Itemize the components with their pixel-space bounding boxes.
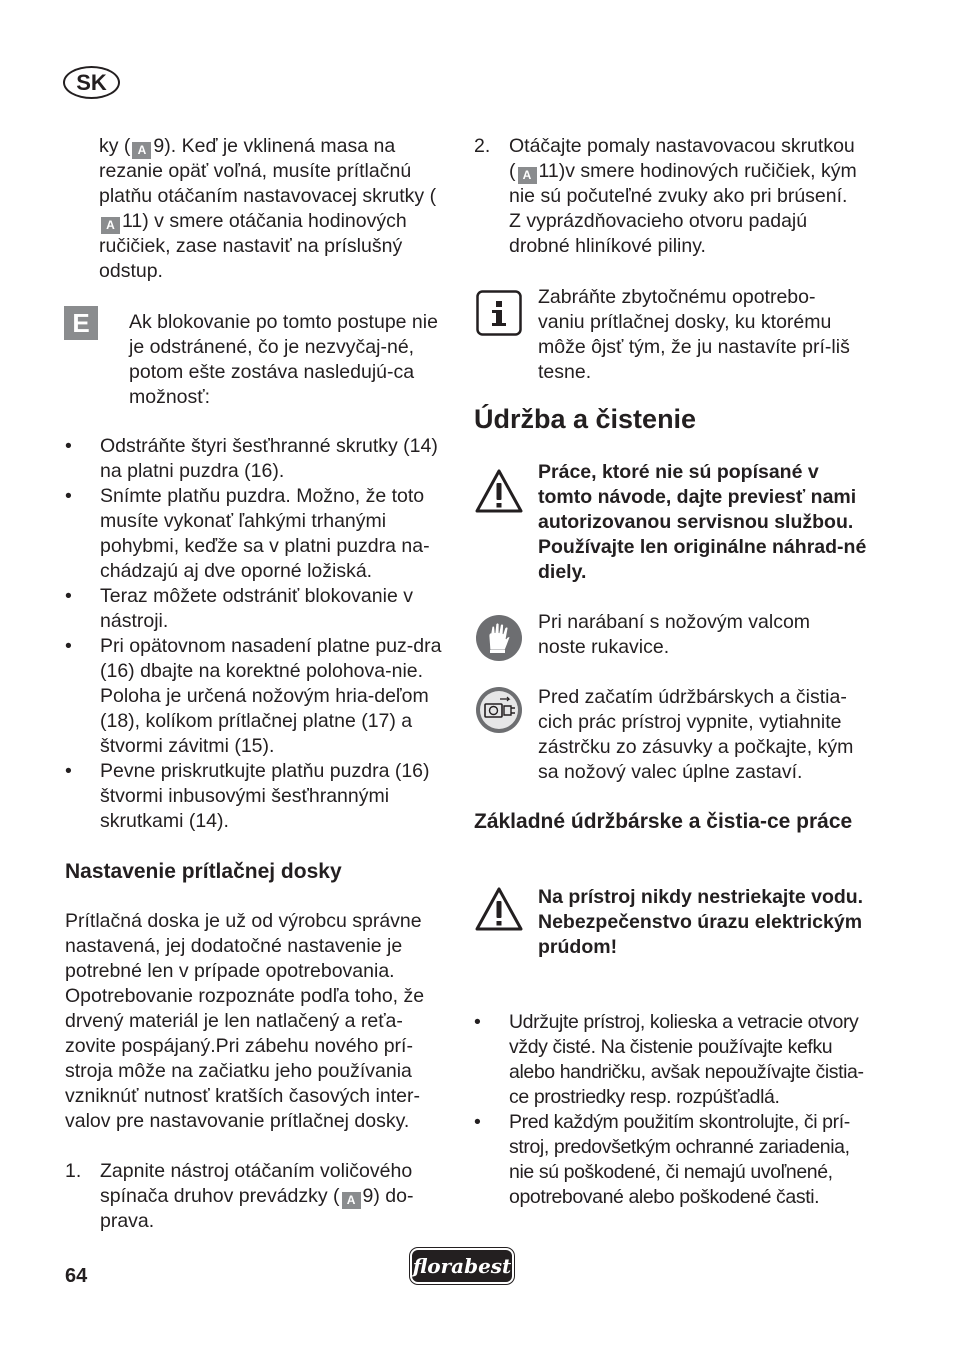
bullet-marker: •: [65, 585, 72, 607]
list-item-text: Teraz môžete odstrániť blokovanie v nástroji.: [100, 585, 413, 632]
bullet-marker: •: [65, 635, 72, 657]
list-item-text: Udržujte prístroj, kolieska a vetracie otvory vždy čisté. Na čistenie používajte kefku alebo handričku, avšak nepoužívajte čistia-ce prostriedky resp. rozpúšťadlá.: [509, 1011, 864, 1108]
pressure-plate-paragraph: Prítlačná doska je už od výrobcu správne nastavená, jej dodatočné nastavenie je potrebné len v prípade opotrebovania. Opotrebovanie rozpoznáte podľa toho, že drvený materiál je len natlačený a reťa-zovite pospájaný.Pri zábehu nového prí-stroja môže na začiatku jeho používania vzniknúť nutnosť kratších časových inter-valov pre nastavovanie prítlačnej dosky.: [65, 910, 425, 1132]
warning-text-service: Práce, ktoré nie sú popísané v tomto návode, dajte previesť nami autorizovanou servisnou službou. Používajte len originálne náhrad-né diely.: [538, 461, 867, 583]
step-number: 2.: [474, 135, 491, 157]
florabest-logo: florabest: [410, 1248, 514, 1284]
bullet-marker: •: [65, 760, 72, 782]
step-text-2: 9) do-prava.: [100, 1185, 414, 1232]
unplug-icon: [475, 686, 523, 734]
figure-label-e: E: [64, 306, 98, 340]
list-item-text: Pred každým použitím skontrolujte, či prí-stroj, predovšetkým ochranné zariadenia, nie sú poškodené, či nemajú uvoľnené, opotrebované alebo poškodené časti.: [509, 1111, 850, 1208]
step-list-left: [65, 1159, 449, 1234]
step-text-1: Zapnite nástroj otáčaním voličového spínača druhov prevádzky (: [100, 1160, 413, 1207]
intro-text-2: 9). Keď je vklinená masa na rezanie opäť voľná, musíte prítlačnú platňu otáčaním nastavovacej skrutky (: [99, 135, 437, 207]
info-note-text: Zabráňte zbytočnému opotrebo-vaniu prítlačnej dosky, ku ktorému môže ôjsť tým, že ju nastavíte prí-liš tesne.: [538, 286, 850, 383]
list-item: [474, 1110, 864, 1210]
gloves-icon: [475, 614, 523, 662]
figure-ref-a: A: [132, 142, 151, 159]
step-list-right: [474, 134, 858, 259]
intro-paragraph: [99, 134, 451, 284]
heading-maintenance: Údržba a čistenie: [474, 404, 697, 434]
list-item: [65, 759, 451, 834]
bullet-marker: •: [65, 435, 72, 457]
info-icon: [476, 290, 522, 336]
bullet-marker: •: [474, 1111, 481, 1133]
gloves-note-text: Pri narábaní s nožovým valcom noste rukavice.: [538, 611, 811, 658]
figure-ref-a: A: [342, 1192, 361, 1209]
warning-water: [538, 885, 868, 960]
intro-text-1: ky (: [99, 135, 131, 157]
list-item-text: Pri opätovnom nasadení platne puz-dra (16) dbajte na korektné polohova-nie. Poloha je určená nožovým hria-deľom (18), kolíkom prítlačnej platne (17) a štvormi závitmi (15).: [100, 635, 442, 757]
bullet-marker: •: [65, 485, 72, 507]
bullet-marker: •: [474, 1011, 481, 1033]
language-badge: SK: [63, 66, 120, 99]
list-item-text: Odstráňte štyri šesťhranné skrutky (14) na platni puzdra (16).: [100, 435, 438, 482]
list-item: [65, 634, 451, 759]
figure-ref-a: A: [101, 217, 120, 234]
unplug-note-text: Pred začatím údržbárskych a čistia-cich prác prístroj vypnite, vytiahnite zástrčku zo zásuvky a počkajte, kým sa nožový valec úplne zastaví.: [538, 686, 854, 783]
list-item-text: Pevne priskrutkujte platňu puzdra (16) štvormi inbusovými šesťhrannými skrutkami (14).: [100, 760, 430, 832]
list-item: [65, 1159, 449, 1234]
list-item: [65, 584, 451, 634]
list-item: [474, 134, 858, 259]
list-item: [65, 434, 451, 484]
maintenance-list: [474, 1010, 864, 1210]
warning-icon: [474, 886, 524, 932]
warning-icon: [474, 468, 524, 514]
warning-water-line-2: Nebezpečenstvo úrazu elektrickým prúdom!: [538, 911, 863, 958]
e-note-text: Ak blokovanie po tomto postupe nie je odstránené, čo je nezvyčaj-né, potom ešte zostáva nasledujú-ca možnosť:: [129, 311, 438, 408]
heading-basic-maintenance: Základné údržbárske a čistia-ce práce: [474, 810, 853, 833]
blocking-steps-list: [65, 434, 451, 834]
figure-ref-a: A: [518, 167, 537, 184]
page-number: 64: [65, 1265, 88, 1287]
step-text-2: 11)v smere hodinových ručičiek, kým nie sú počuteľné zvuky ako pri brúsení. Z vyprázdňovacieho otvoru padajú drobné hliníkové piliny.: [509, 160, 857, 257]
list-item-text: Snímte platňu puzdra. Možno, že toto musíte vykonať ľahkými trhanými pohybmi, keďže sa v platni puzdra na-chádzajú aj dve oporné ložiská.: [100, 485, 430, 582]
intro-text-3: 11) v smere otáčania hodinových ručičiek, zase nastaviť na príslušný odstup.: [99, 210, 407, 282]
list-item: [65, 484, 451, 584]
warning-water-line-1: Na prístroj nikdy nestriekajte vodu.: [538, 886, 864, 908]
step-number: 1.: [65, 1160, 82, 1182]
step-text-1: Otáčajte pomaly nastavovacou skrutkou (: [509, 135, 855, 182]
heading-pressure-plate: Nastavenie prítlačnej dosky: [65, 860, 342, 883]
list-item: [474, 1010, 864, 1110]
